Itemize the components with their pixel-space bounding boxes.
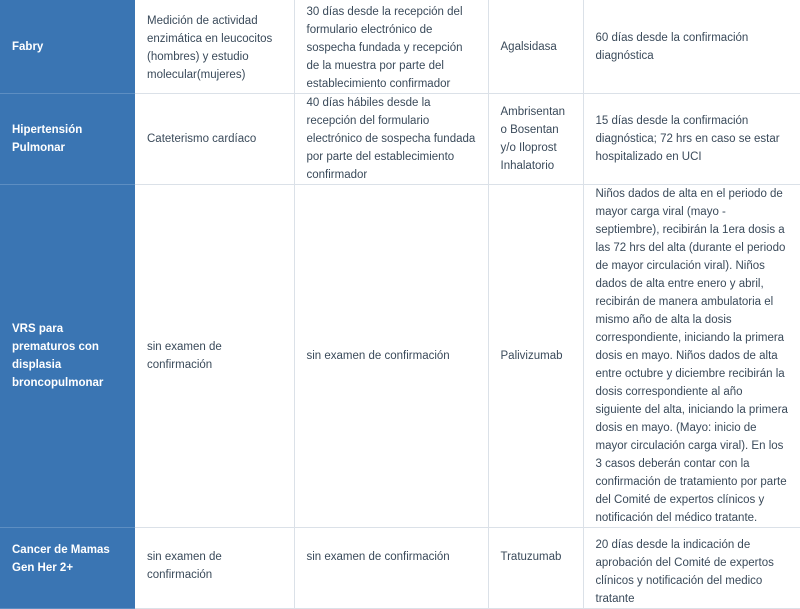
- timing-cell: 60 días desde la confirmación diagnóstica: [583, 0, 800, 94]
- treatment-cell: Agalsidasa: [488, 0, 583, 94]
- disease-cell: VRS para prematuros con displasia broncopulmonar: [0, 185, 135, 528]
- treatment-cell: Palivizumab: [488, 185, 583, 528]
- exam-cell: sin examen de confirmación: [135, 185, 294, 528]
- treatment-cell: Ambrisentan o Bosentan y/o Iloprost Inhalatorio: [488, 94, 583, 185]
- disease-cell: Hipertensión Pulmonar: [0, 94, 135, 185]
- disease-cell: Fabry: [0, 0, 135, 94]
- table-row: [0, 528, 800, 609]
- table-row: [0, 0, 800, 94]
- treatment-cell: Tratuzumab: [488, 528, 583, 609]
- table-row: [0, 94, 800, 185]
- deadline-cell: sin examen de confirmación: [294, 185, 488, 528]
- deadline-cell: 30 días desde la recepción del formulario electrónico de sospecha fundada y recepción de la muestra por parte del establecimiento confirmador: [294, 0, 488, 94]
- timing-cell: 15 días desde la confirmación diagnóstica; 72 hrs en caso se estar hospitalizado en UCI: [583, 94, 800, 185]
- exam-cell: sin examen de confirmación: [135, 528, 294, 609]
- exam-cell: Medición de actividad enzimática en leucocitos (hombres) y estudio molecular(mujeres): [135, 0, 294, 94]
- exam-cell: Cateterismo cardíaco: [135, 94, 294, 185]
- deadline-cell: 40 días hábiles desde la recepción del formulario electrónico de sospecha fundada por parte del establecimiento confirmador: [294, 94, 488, 185]
- timing-cell: Niños dados de alta en el periodo de mayor carga viral (mayo - septiembre), recibirán la 1era dosis a las 72 hrs del alta (durante el periodo de mayor circulación viral). Niños dados de alta entre enero y abril, recibirán de manera ambulatoria el mismo año de alta la dosis correspondiente, iniciando la primera dosis en mayo. Niños dados de alta entre octubre y diciembre recibirán la dosis correspondiente al año siguiente del alta, iniciando la primera dosis en mayo. (Mayo: inicio de mayor circulación carga viral). En los 3 casos deberán contar con la confirmación de tratamiento por parte del Comité de expertos clínicos y notificación del médico tratante.: [583, 185, 800, 528]
- disease-cell: Cancer de Mamas Gen Her 2+: [0, 528, 135, 609]
- table-row: [0, 185, 800, 528]
- deadline-cell: sin examen de confirmación: [294, 528, 488, 609]
- timing-cell: 20 días desde la indicación de aprobación del Comité de expertos clínicos y notificación del medico tratante: [583, 528, 800, 609]
